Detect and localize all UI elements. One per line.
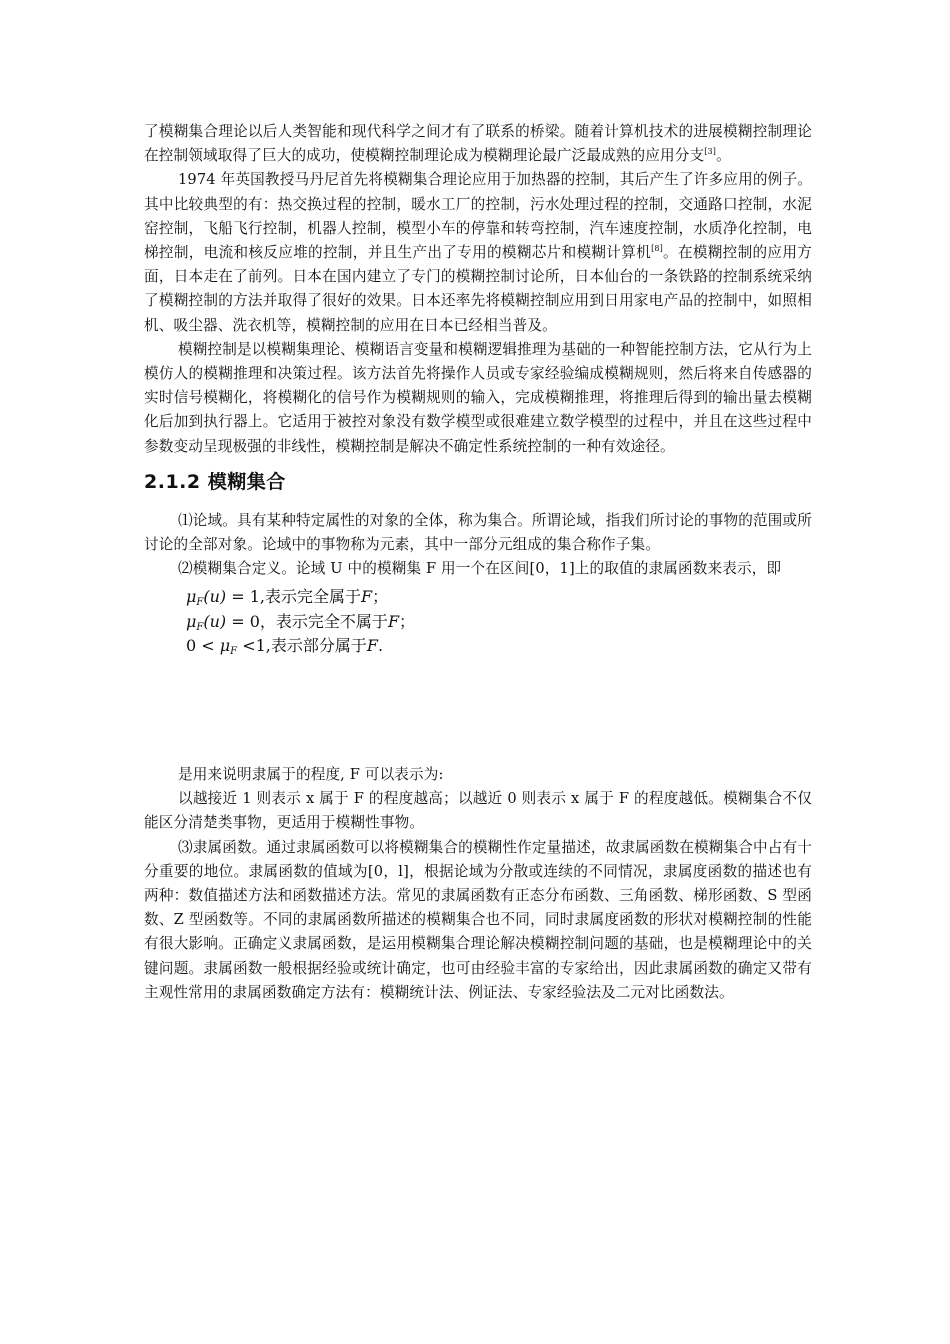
- citation: [3]: [704, 147, 717, 157]
- formula-block: [186, 585, 812, 659]
- formula-line: $\mu_F(u) = 0$，表示完全不属于F；: [186, 611, 416, 633]
- paragraph: ⑴论域。具有某种特定属性的对象的全体，称为集合。所谓论域，指我们所讨论的事物的范围或所讨论的全部对象。论域中的事物称为元素，其中一部分元组成的集合称作子集。: [144, 511, 812, 554]
- paragraph: 了模糊集合理论以后人类智能和现代科学之间才有了联系的桥梁。随着计算机技术的进展模糊控制理论在控制领域取得了巨大的成功，使模糊控制理论成为模糊理论最广泛最成熟的应用分支[3]。: [144, 123, 812, 165]
- paragraph: ⑶隶属函数。通过隶属函数可以将模糊集合的模糊性作定量描述，故隶属函数在模糊集合中占有十分重要的地位。隶属函数的值域为[0，l]，根据论域为分散或连续的不同情况，隶属度函数的描述也有两种：数值描述方法和函数描述方法。常见的隶属函数有正态分布函数、三角函数、梯形函数、S 型函数、Z 型函数等。不同的隶属函数所描述的模糊集合也不同，同时隶属度函数的形状对模糊控制的性能有很大影响。正确定义隶属函数，是运用模糊集合理论解决模糊控制问题的基础，也是模糊理论中的关键问题。隶属函数一般根据经验或统计确定，也可由经验丰富的专家给出，因此隶属函数的确定又带有主观性常用的隶属函数确定方法有：模糊统计法、例证法、专家经验法及二元对比函数法。: [144, 838, 812, 1001]
- text-column: [144, 120, 812, 1005]
- blank-space: [144, 659, 812, 763]
- paragraph: 以越接近 1 则表示 x 属于 F 的程度越高；以越近 0 则表示 x 属于 F 的程度越低。模糊集合不仅能区分清楚类事物，更适用于模糊性事物。: [144, 790, 812, 832]
- section-heading: 2.1.2 模糊集合: [144, 470, 286, 493]
- paragraph: 是用来说明隶属于的程度, F 可以表示为:: [178, 765, 444, 783]
- paragraph: 模糊控制是以模糊集理论、模糊语言变量和模糊逻辑推理为基础的一种智能控制方法，它从行为上模仿人的模糊推理和决策过程。该方法首先将操作人员或专家经验编成模糊规则，然后将来自传感器的实时信号模糊化，将模糊化的信号作为模糊规则的输入，完成模糊推理，将推理后得到的输出量去模糊化后加到执行器上。它适用于被控对象没有数学模型或很难建立数学模型的过程中，并且在这些过程中参数变动呈现极强的非线性，模糊控制是解决不确定性系统控制的一种有效途径。: [144, 340, 812, 455]
- citation: [8]: [651, 244, 663, 254]
- paragraph: 1974 年英国教授马丹尼首先将模糊集合理论应用于加热器的控制，其后产生了许多应用的例子。其中比较典型的有：热交换过程的控制，暖水工厂的控制，污水处理过程的控制，交通路口控制，水泥窑控制，飞船飞行控制，机器人控制，模型小车的停靠和转弯控制，汽车速度控制，水质净化控制，电梯控制，电流和核反应堆的控制，并且生产出了专用的模糊芯片和模糊计算机[8]。在模糊控制的应用方面，日本走在了前列。日本在国内建立了专门的模糊控制讨论所，日本仙台的一条铁路的控制系统采纳了模糊控制的方法并取得了很好的效果。日本还率先将模糊控制应用到日用家电产品的控制中，如照相机、吸尘器、洗衣机等，模糊控制的应用在日本已经相当普及。: [144, 171, 812, 334]
- formula-line: $0 < \mu_F <1$,表示部分属于F.: [186, 636, 384, 658]
- paragraph: ⑵模糊集合定义。论域 U 中的模糊集 F 用一个在区间[0，1]上的取值的隶属函数来表示，即: [178, 560, 782, 578]
- formula-line: $\mu_F(u) = 1$,表示完全属于F；: [186, 587, 389, 609]
